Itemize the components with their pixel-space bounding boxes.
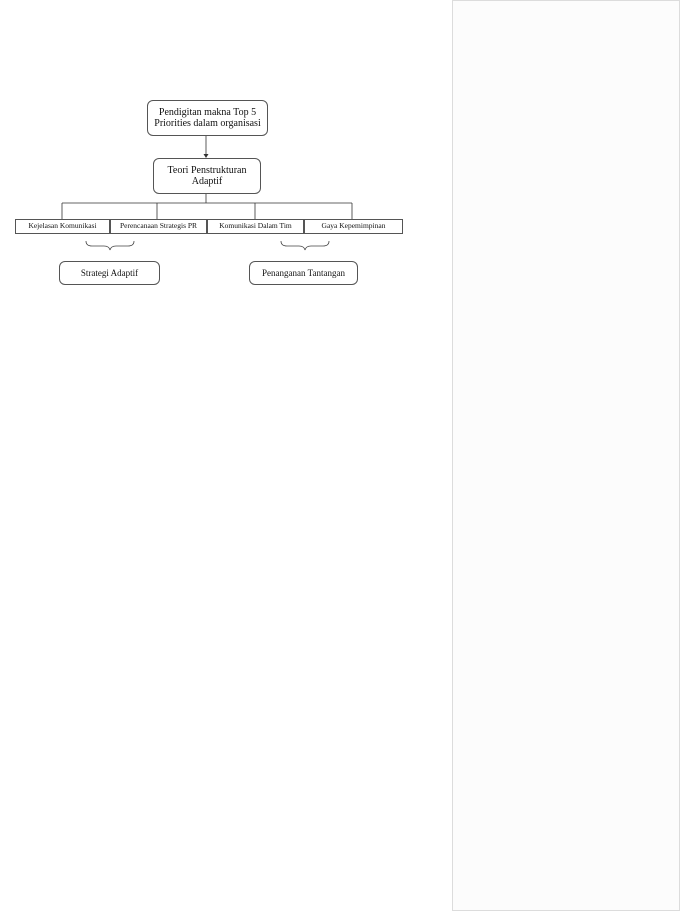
top-node	[147, 100, 268, 136]
sub-node-2	[110, 219, 207, 234]
sub-node-label: Perencanaan Strategis PR	[119, 221, 198, 231]
sub-node-label: Komunikasi Dalam Tim	[219, 221, 292, 231]
middle-node-line2: Adaptif	[191, 176, 223, 187]
sub-node-3	[207, 219, 304, 234]
brace-left	[86, 241, 134, 250]
side-panel	[452, 0, 680, 911]
sub-node-1	[15, 219, 110, 234]
middle-node-line1: Teori Penstrukturan	[167, 164, 247, 176]
middle-node	[153, 158, 261, 194]
top-node-line1: Pendigitan makna Top 5	[158, 106, 257, 118]
sub-node-label: Kejelasan Komunikasi	[28, 221, 97, 231]
sub-node-label: Gaya Kepemimpinan	[321, 221, 386, 231]
brace-right	[281, 241, 329, 250]
outcome-node-label: Strategi Adaptif	[80, 267, 139, 278]
sub-node-4	[304, 219, 403, 234]
top-node-line2: Priorities dalam organisasi	[154, 118, 261, 129]
outcome-node-label: Penanganan Tantangan	[262, 267, 345, 278]
outcome-node-1	[59, 261, 160, 285]
outcome-node-2	[249, 261, 358, 285]
